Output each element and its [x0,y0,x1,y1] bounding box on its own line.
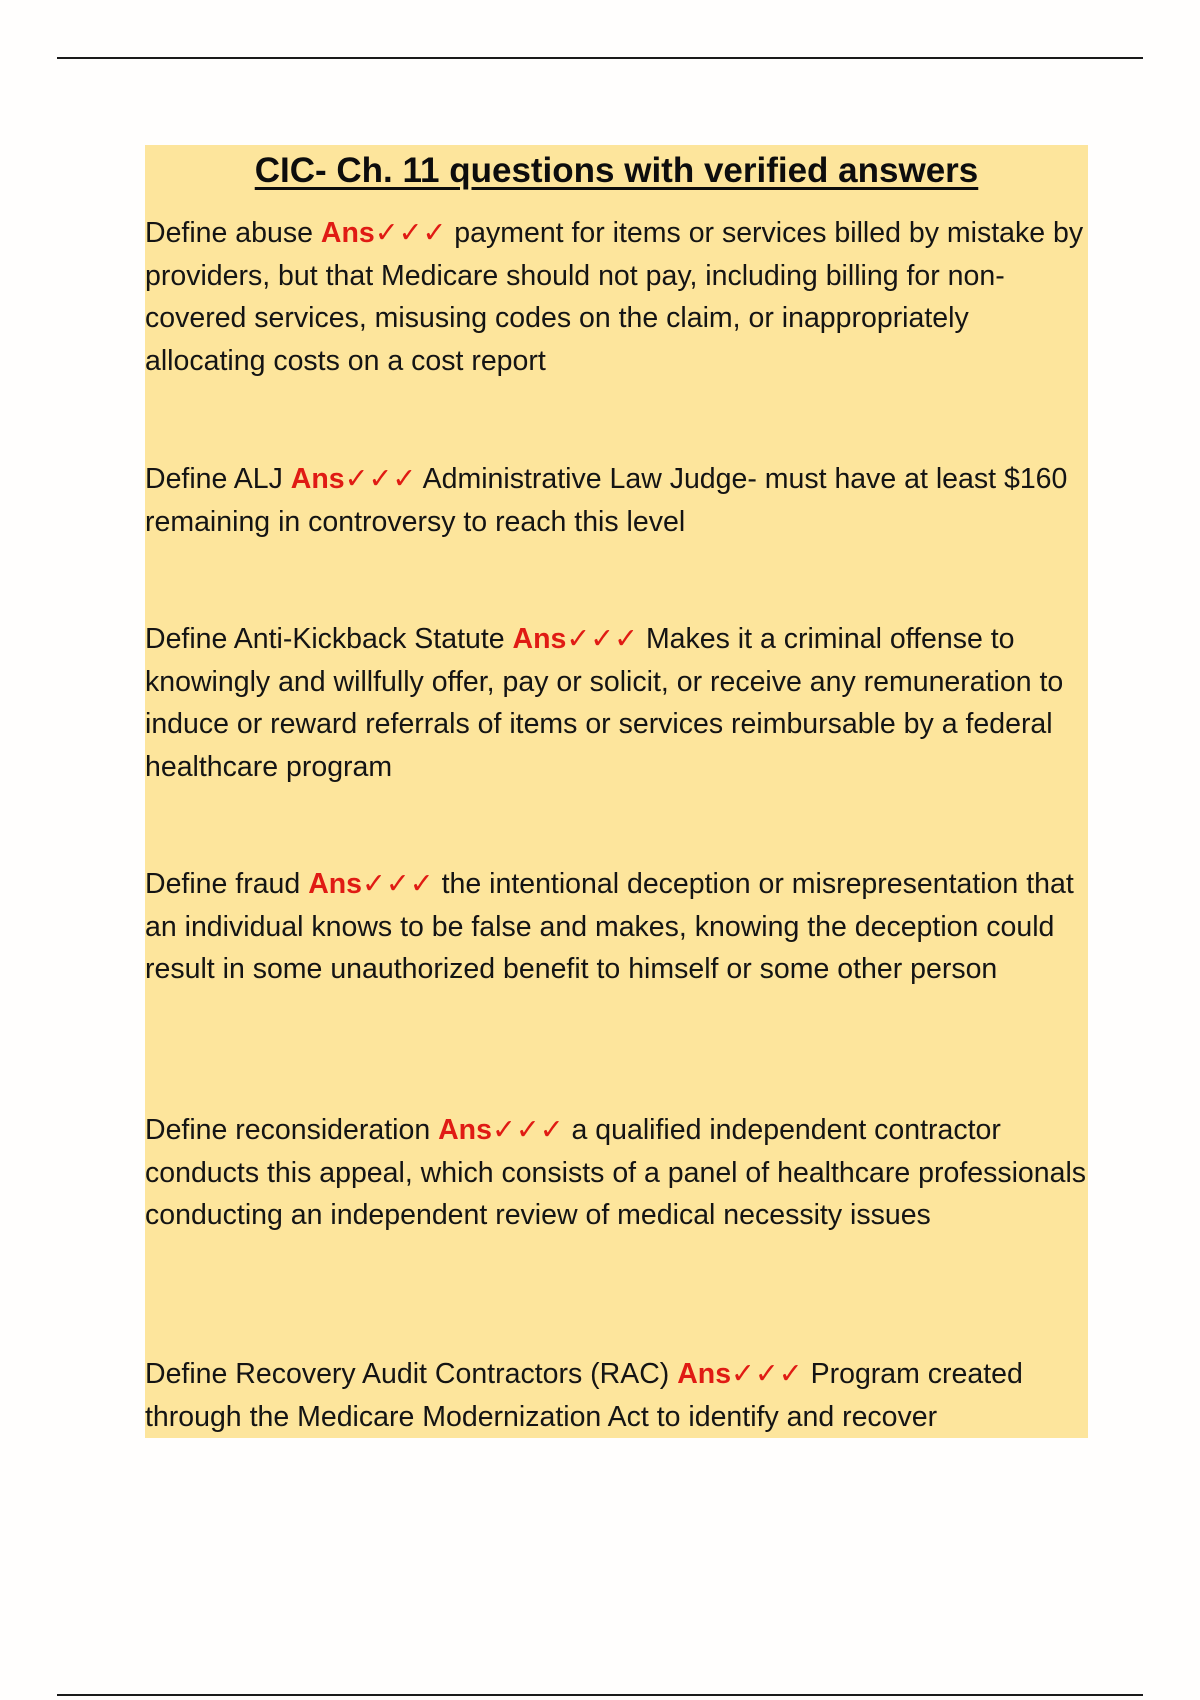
check-marks: ✓✓✓ [362,868,434,900]
question-text: Define ALJ [145,463,283,495]
qa-item-rac [145,1353,1088,1438]
answer-marker: Ans [677,1358,732,1390]
document-content-panel [145,145,1088,1438]
answer-text: a qualified independent contractor conducts this appeal, which consists of a panel of healthcare professionals conducting an independent review of medical necessity issues [145,1114,1087,1231]
answer-marker: Ans [290,463,345,495]
answer-text: Program created through the Medicare Modernization Act to identify and recover [145,1358,1023,1433]
answer-text: payment for items or services billed by mistake by providers, but that Medicare should not pay, including billing for non-covered services, misusing codes on the claim, or inappropriately allocating costs on a cost report [145,217,1084,377]
top-page-rule [57,57,1143,59]
document-title: CIC- Ch. 11 questions with verified answers [254,151,979,190]
answer-text: the intentional deception or misrepresentation that an individual knows to be false and makes, knowing the deception could result in some unauthorized benefit to himself or some other person [145,868,1074,985]
question-text: Define abuse [145,217,313,249]
qa-item-alj [145,458,1088,543]
qa-item-abuse [145,212,1088,382]
qa-item-reconsideration [145,1109,1088,1237]
answer-marker: Ans [438,1114,492,1146]
question-text: Define fraud [145,868,301,900]
qa-item-fraud [145,863,1088,991]
qa-item-anti-kickback [145,618,1088,788]
question-text: Define reconsideration [145,1114,431,1146]
check-marks: ✓✓✓ [491,1114,564,1146]
check-marks: ✓✓✓ [344,463,417,495]
answer-marker: Ans [320,217,375,249]
question-text: Define Anti-Kickback Statute [145,623,505,655]
answer-marker: Ans [512,623,567,655]
check-marks: ✓✓✓ [374,217,447,249]
question-text: Define Recovery Audit Contractors (RAC) [145,1358,670,1390]
answer-marker: Ans [308,868,363,900]
check-marks: ✓✓✓ [566,623,639,655]
answer-text: Makes it a criminal offense to knowingly and willfully offer, pay or solicit, or receive any remuneration to induce or reward referrals of items or services reimbursable by a federal healthcare program [145,623,1064,783]
answer-text: Administrative Law Judge- must have at least $160 remaining in controversy to reach this level [145,463,1068,538]
bottom-page-rule [57,1694,1143,1696]
check-marks: ✓✓✓ [731,1358,803,1390]
